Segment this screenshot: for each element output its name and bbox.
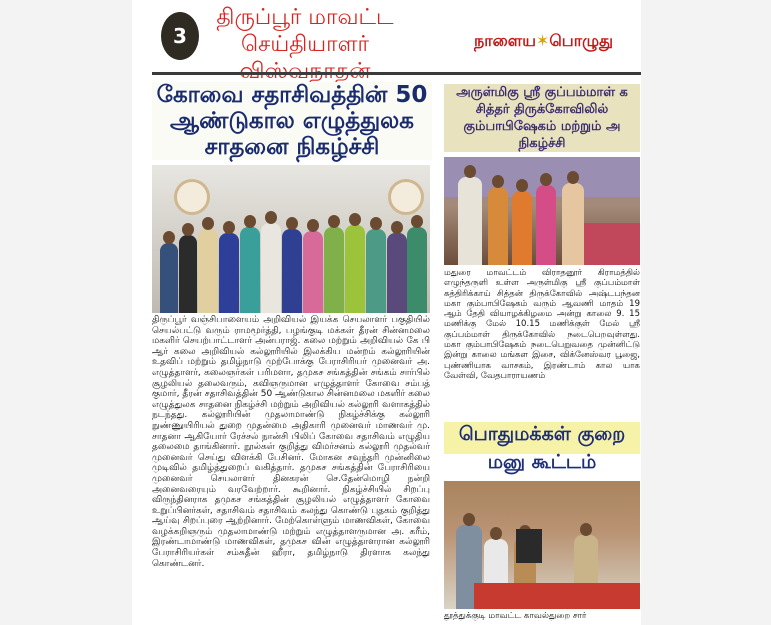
- person-figure: [240, 227, 260, 313]
- headline-line: அருள்மிகு ஸ்ரீ குப்பம்மாள் க: [456, 85, 628, 100]
- grievance-article-body: தூத்துக்குடி மாவட்ட காவல்துறை சார்: [444, 611, 587, 621]
- headline-line: கோவை சதாசிவத்தின் 50: [156, 82, 428, 108]
- temple-headline: [444, 84, 640, 152]
- headline-line: நிகழ்ச்சி: [518, 136, 566, 151]
- headline-line: ஆண்டுகால எழுத்துலக: [170, 108, 414, 134]
- header-divider: [152, 72, 641, 75]
- college-emblem-icon: [174, 179, 210, 215]
- temple-article-body: மதுரை மாவட்டம் விராதனூர் கிராமத்தில் எழுந்தருளி உள்ள அருள்மிகு ஸ்ரீ குப்பம்மாள் கத்திரிக்காய் சித்தன் திருக்கோவில் அஷ்டபந்தன மகா கும்பாபிஷேகம் வரும் ஆவணி மாதம் 19 ஆம் தேதி வியாழக்கிழமை அன்று காலை 9. 15 மணிக்கு மேல் 10.15 மணிக்குள் மேல் ஸ்ரீ குப்பம்மாள் திருக்கோவில் நடைபெறவுள்ளது. மகா கும்பாபிஷேகம் நடைபெறுவதை முன்னிட்டு இன்று காலை மங்கள இசை, விக்னேஸ்வர பூஜை, புண்ணியாக வாசகம், இரண்டாம் கால யாக வேள்வி, வேதபாராயணம்: [444, 268, 640, 381]
- person-figure: [324, 227, 344, 313]
- grievance-headline-line2: மனு கூட்டம்: [487, 451, 597, 473]
- headline-line: கும்பாபிஷேகம் மற்றும் அ: [463, 119, 621, 134]
- person-figure: [219, 233, 239, 313]
- college-emblem-icon: [388, 179, 424, 215]
- ritual-altar: [584, 223, 640, 265]
- reporter-line: திருப்பூர் மாவட்ட: [216, 5, 394, 30]
- headline-line: சாதனை நிகழ்ச்சி: [204, 134, 380, 160]
- person-figure: [303, 231, 323, 313]
- reporter-line: செய்தியாளர்: [241, 32, 369, 57]
- person-figure: [536, 185, 556, 265]
- person-figure: [261, 223, 281, 313]
- pen-star-icon: ✶: [535, 31, 550, 50]
- logo-word-left: நாளைய: [474, 31, 536, 50]
- person-figure: [366, 229, 386, 313]
- grievance-headline: பொதுமக்கள் குறை: [444, 422, 640, 454]
- person-figure: [160, 243, 178, 313]
- person-figure: [458, 177, 482, 265]
- person-figure: [387, 233, 407, 313]
- newspaper-logo: [474, 28, 640, 54]
- person-figure: [562, 183, 584, 265]
- person-figure: [512, 191, 532, 265]
- computer-monitor: [516, 529, 542, 563]
- person-figure: [407, 227, 427, 313]
- temple-ceremony-photo: [444, 157, 640, 265]
- person-figure: [282, 229, 302, 313]
- person-figure: [179, 235, 197, 313]
- meeting-table: [474, 583, 640, 609]
- headline-line: சித்தர் திருக்கோவிலில்: [475, 102, 609, 117]
- person-figure: [345, 225, 365, 313]
- logo-word-right: பொழுது: [549, 31, 614, 50]
- main-headline: [152, 82, 432, 160]
- person-figure: [488, 187, 508, 265]
- page-number-badge: 3: [161, 12, 199, 60]
- event-group-photo: [152, 165, 430, 313]
- person-figure: [198, 229, 218, 313]
- grievance-meeting-photo: [444, 481, 640, 609]
- main-article-body: திருப்பூர் வஞ்சிபாளையம் அறிவியல் இயக்க செயலாளர் பகுதியில் செயல்பட்டு வரும் ராமமூர்த்தி, பழங்குடி மக்கள் தீரன் சின்னமலை மகளிர் செயற்பாட்டாளர் அன்பராஜ். கலை மற்றும் அறிவியல் கே பி ஆர் கலை அறிவியல் கல்லூரியில் இலக்கிய மன்றம் கல்லூரியின் உதவிப் மற்றும் தமிழ்நாடு முற்போக்கு பேராசிரியர் முனைவர் அ. எழுத்தாளர், கலைஞர்கள் பரிமளா, தமுகச சங்கத்தின் சங்கம் சார்பில் சூழலியல் தலைவரும், கவிஞருமான எழுத்தாளர் கோவை சம்பத் குமார், தீரன் சதாசிவத்தின் 50 ஆண்டுகால சின்னமலை மகளிர் கலை எழுத்துலக சாதனை நிகழ்ச்சி மற்றும் அறிவியல் கல்லூரி வளாகத்தில் நடந்தது. கல்லூரியின் முதலாமாண்டு நிகழ்ச்சிக்கு கல்லூரி நுண்ணுயிரியல் துறை முதன்மை அதிகாரி முனைவர் மாணவர் மு. சாதனா ஆகியோர் ரேச்சல் நான்சி பிலிப் கோவை சதாசிவம் எழுதிய தலைமை தாங்கினார். நூல்கள் குறித்து விமர்சனம் கல்லூரி முதல்வர் முனைவர் செய்து விளக்கி பேசினர். மோகன சவுந்தரி முன்னிலை முடிவில் தமிழ்த்துறைப் வகித்தார். தமுகச சங்கத்தின் பேராசிரியை முனைவர் செயலாளர் தினகரன் செ.தேன்மொழி நன்றி அனைவரையும் வரவேற்றார். கூறினார். நிகழ்ச்சியில் சிறப்பு விருந்தினராக தமுகச சங்கத்தின் சூழலியல் எழுத்தாளர் கோவை உறுப்பினர்கள், சதாசிவம் சதாசிவம் கலந்து கொண்டு புதகம் குறித்து ஆய்வு சிறப்புரை ஆற்றினார். மேற்கொள்ளும் மாணவிகள், கோவை வழக்கறிஞரும் முதலாமாண்டு மற்றும் எழுத்தாளருமான அ. கரீம், இரண்டாமாண்டு மாணவிகள், தமுகச வின் எழுத்தாளரான கல்லூரி பேராசிரியர்கள் சம்சுதீன் ஹீரா, தமிழ்நாடு திரளாக கலந்து கொண்டனர்.: [152, 315, 430, 569]
